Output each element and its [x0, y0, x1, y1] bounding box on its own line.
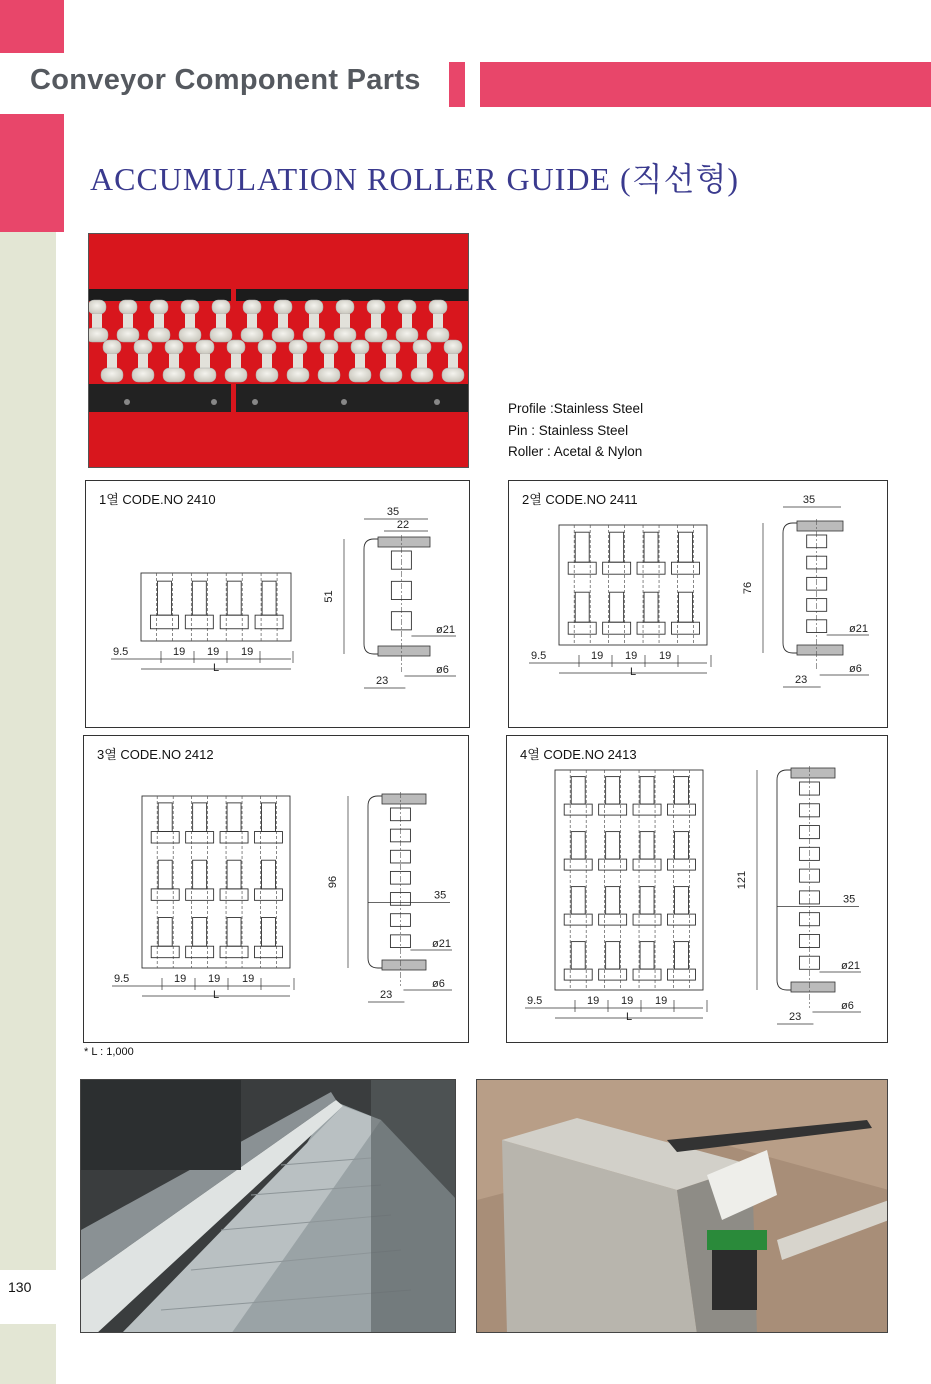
left-margin-strip [0, 232, 56, 1384]
pitch-label: 19 [241, 646, 254, 658]
width-label: 35 [386, 506, 400, 518]
conveyor-line-photo [80, 1079, 456, 1333]
pitch-label: 9.5 [527, 995, 543, 1007]
pin-diameter: ø6 [841, 1000, 854, 1012]
pitch-label: 9.5 [114, 973, 130, 985]
technical-drawing [509, 481, 889, 729]
roller-diameter: ø21 [432, 938, 451, 950]
red-corner-block [0, 0, 64, 53]
spec-profile: Profile :Stainless Steel [508, 401, 644, 416]
product-photo [88, 233, 469, 468]
pin-diameter: ø6 [436, 664, 449, 676]
red-side-block [0, 114, 64, 232]
roller-diameter: ø21 [849, 623, 868, 635]
height-label: 51 [323, 590, 335, 603]
pin-diameter: ø6 [849, 663, 862, 675]
length-label: L [626, 1011, 633, 1023]
pitch-label: 19 [242, 973, 255, 985]
drawing-panel-2412 [83, 735, 469, 1043]
offset-label: 23 [380, 989, 393, 1001]
offset-label: 23 [795, 674, 808, 686]
page-number: 130 [8, 1279, 32, 1295]
offset-label: 23 [376, 675, 389, 687]
technical-drawing [84, 736, 470, 1044]
spec-roller: Roller : Acetal & Nylon [508, 444, 643, 459]
length-label: L [213, 662, 220, 674]
panel-title: 1열 CODE.NO 2410 [99, 492, 216, 507]
panel-title: 2열 CODE.NO 2411 [522, 492, 638, 507]
pitch-label: 19 [655, 995, 668, 1007]
material-specs [508, 398, 643, 463]
section-title: Conveyor Component Parts [30, 64, 421, 96]
height-label: 96 [327, 875, 339, 889]
width-label: 35 [843, 893, 856, 906]
pin-diameter: ø6 [432, 978, 445, 990]
drawing-panel-2410 [85, 480, 470, 728]
pitch-label: 19 [173, 646, 186, 658]
offset-label: 23 [789, 1011, 802, 1023]
red-header-bar-small [449, 62, 465, 107]
height-label: 76 [742, 581, 754, 595]
pitch-label: 19 [591, 650, 604, 662]
pitch-label: 19 [207, 646, 220, 658]
pitch-label: 19 [625, 650, 638, 662]
pitch-label: 19 [174, 973, 187, 985]
pitch-label: 19 [621, 995, 634, 1007]
red-header-bar [480, 62, 931, 107]
conveyor-bracket-photo [476, 1079, 888, 1333]
roller-diameter: ø21 [841, 960, 860, 972]
panel-title: 4열 CODE.NO 2413 [520, 747, 637, 762]
height-label: 121 [736, 870, 748, 890]
drawing-panel-2413 [506, 735, 888, 1043]
length-label: L [630, 666, 637, 678]
technical-drawing [86, 481, 471, 729]
page-title: ACCUMULATION ROLLER GUIDE (직선형) [90, 161, 740, 197]
pitch-label: 9.5 [531, 650, 547, 662]
pitch-label: 19 [587, 995, 600, 1007]
width-label: 22 [396, 519, 410, 531]
spec-pin: Pin : Stainless Steel [508, 422, 629, 438]
width-label: 35 [434, 889, 447, 902]
roller-diameter: ø21 [436, 624, 455, 636]
panel-title: 3열 CODE.NO 2412 [97, 747, 214, 762]
length-label: L [213, 989, 220, 1001]
drawing-panel-2411 [508, 480, 888, 728]
technical-drawing [507, 736, 889, 1044]
width-label: 35 [802, 494, 816, 506]
pitch-label: 9.5 [113, 646, 129, 658]
pitch-label: 19 [208, 973, 221, 985]
pitch-label: 19 [659, 650, 672, 662]
length-note: * L : 1,000 [84, 1046, 134, 1058]
